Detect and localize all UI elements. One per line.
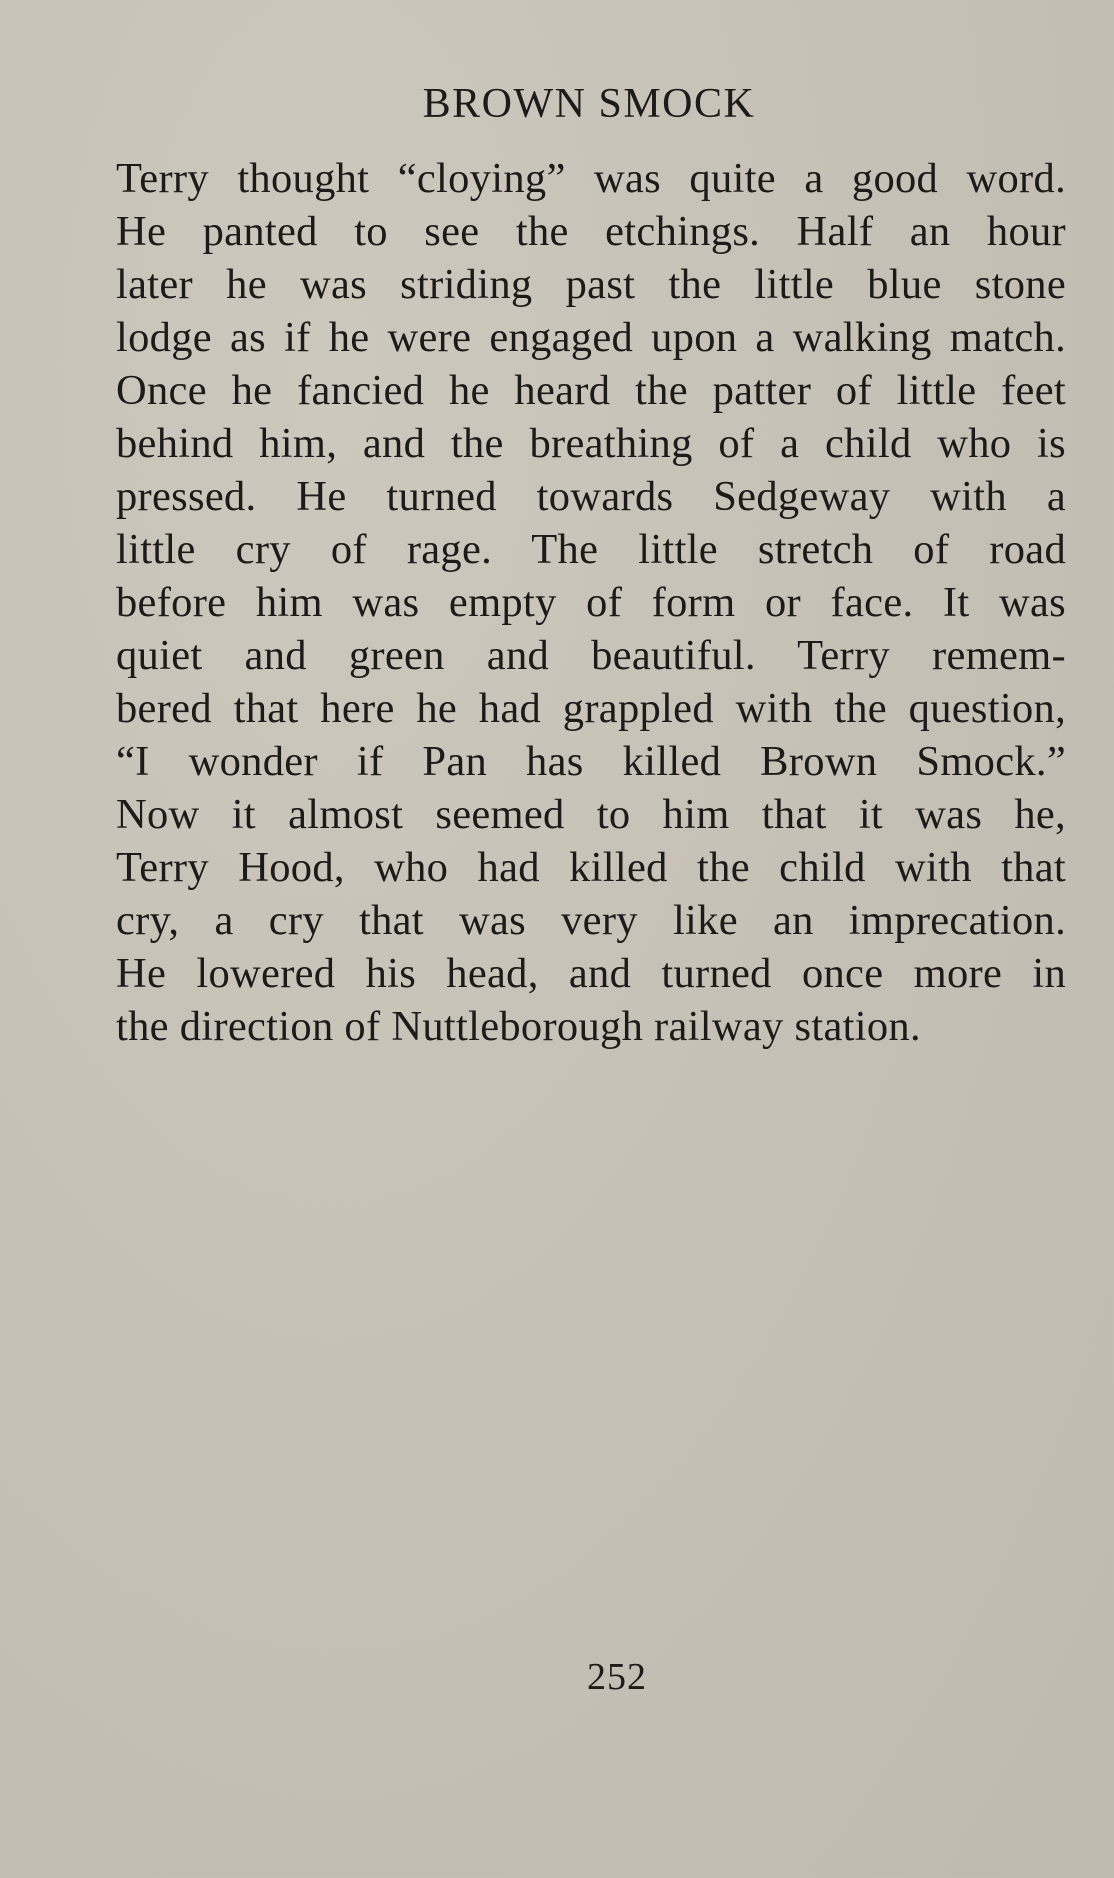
text-line: pressed. He turned towards Sedgeway with a	[116, 473, 1066, 520]
text-line: Terry Hood, who had killed the child with that	[116, 844, 1066, 891]
body-paragraph	[116, 152, 1066, 1053]
text-line: He lowered his head, and turned once more in	[116, 950, 1066, 997]
text-line: Terry thought “cloying” was quite a good word.	[116, 155, 1066, 202]
page-number: 252	[587, 1656, 647, 1698]
text-line: bered that here he had grappled with the question,	[116, 685, 1066, 732]
text-line: behind him, and the breathing of a child who is	[116, 420, 1066, 467]
text-line: lodge as if he were engaged upon a walking match.	[116, 314, 1066, 361]
text-line: cry, a cry that was very like an imprecation.	[116, 897, 1066, 944]
text-line: He panted to see the etchings. Half an hour	[116, 208, 1066, 255]
text-line: “I wonder if Pan has killed Brown Smock.”	[116, 738, 1066, 785]
text-line: Now it almost seemed to him that it was he,	[116, 791, 1066, 838]
text-line: quiet and green and beautiful. Terry remem-	[116, 632, 1066, 679]
text-line: before him was empty of form or face. It was	[116, 579, 1066, 626]
text-line: Once he fancied he heard the patter of little feet	[116, 367, 1066, 414]
text-line: little cry of rage. The little stretch of road	[116, 526, 1066, 573]
text-line: the direction of Nuttleborough railway station.	[116, 1003, 921, 1050]
running-head-title: BROWN SMOCK	[422, 81, 756, 127]
text-line: later he was striding past the little blue stone	[116, 261, 1066, 308]
